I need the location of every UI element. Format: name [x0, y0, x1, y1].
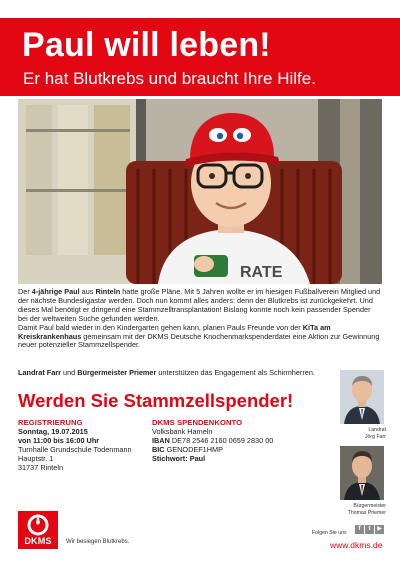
- facebook-icon[interactable]: f: [355, 525, 364, 534]
- twitter-icon[interactable]: t: [365, 525, 374, 534]
- banner-subtitle: Er hat Blutkrebs und braucht Ihre Hilfe.: [23, 69, 316, 88]
- call-to-action-headline: Werden Sie Stammzellspender!: [18, 390, 294, 411]
- donation-account-block: [152, 418, 332, 463]
- dkms-logo: [18, 511, 58, 549]
- logo-wordmark: DKMS: [24, 536, 52, 546]
- website-link[interactable]: www.dkms.de: [330, 540, 383, 550]
- story-paragraph-2: Damit Paul bald wieder in den Kindergarten gehen kann, planen Pauls Freunde von der KiTa am Kreiskrankenhaus gemeinsam mit der DKMS Deutsche Knochenmarkspenderdatei eine Aktion zur Gewinnung neuer potenzieller Stammzellspender.: [18, 322, 380, 350]
- registration-block: [18, 418, 158, 473]
- portrait-buergermeister: [340, 446, 384, 500]
- donation-bic: BIC GENODEF1HMP: [152, 445, 223, 455]
- follow-us-label: Folgen Sie uns: [312, 530, 347, 536]
- portrait-landrat: [340, 370, 384, 424]
- registration-street: Hauptstr. 1: [18, 454, 54, 464]
- youtube-icon[interactable]: ▶: [375, 525, 384, 534]
- registration-date: Sonntag, 19.07.2015: [18, 427, 88, 437]
- portrait-buergermeister-illustration: [340, 446, 384, 500]
- footer-slogan: Wir besiegen Blutkrebs.: [66, 539, 130, 545]
- donation-reference: Stichwort: Paul: [152, 454, 206, 464]
- donation-heading: DKMS SPENDENKONTO: [152, 418, 243, 427]
- portrait-landrat-illustration: [340, 370, 384, 424]
- donation-bank: Volksbank Hameln: [152, 427, 213, 437]
- registration-time: von 11:00 bis 16:00 Uhr: [18, 436, 100, 446]
- header-banner: [0, 18, 400, 96]
- child-photo: [18, 99, 382, 284]
- story-text: [18, 288, 382, 350]
- donation-iban: IBAN DE78 2546 2160 0659 2830 00: [152, 436, 274, 446]
- caption-buergermeister: Bürgermeister Thomas Priemer: [347, 503, 386, 516]
- story-paragraph-1: Der 4-jährige Paul aus Rinteln hatte große Pläne. Mit 5 Jahren wollte er im hiesigen Fußballverein Mitglied und der nächste Bundesligastar werden. Doch nun kommt alles anders: denn der Blutkrebs ist zurückgekehrt. Und dieses Mal benötigt er dringend eine Stammzelltransplantation! Bislang konnte noch kein passender Spender bei der weltweiten Suche gefunden werden.: [18, 287, 381, 323]
- patrons-line: Landrat Farr und Bürgermeister Priemer unterstützen das Engagement als Schirmherren.: [18, 368, 315, 377]
- banner-title: Paul will leben!: [22, 26, 271, 64]
- svg-text:RATE: RATE: [240, 264, 283, 281]
- child-photo-illustration: [18, 99, 382, 284]
- registration-venue: Turnhalle Grundschule Todenmann: [18, 445, 132, 455]
- dkms-logo-mark-icon: [18, 511, 58, 537]
- registration-heading: REGISTRIERUNG: [18, 418, 83, 427]
- caption-landrat: Landrat Jörg Farr: [364, 427, 386, 440]
- registration-city: 31737 Rinteln: [18, 463, 64, 473]
